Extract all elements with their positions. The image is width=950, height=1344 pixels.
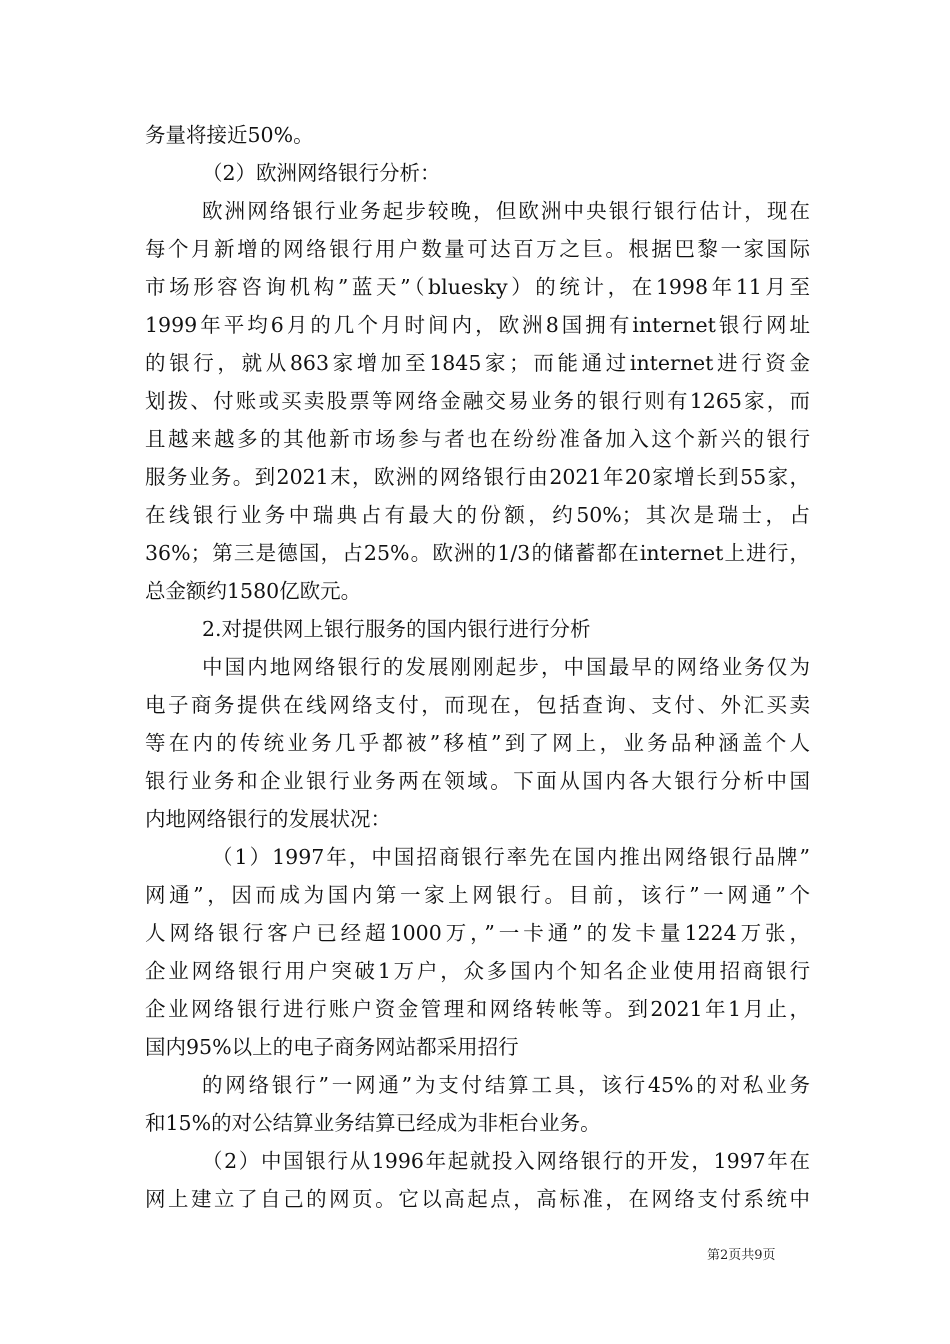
text-line-11: 在线银行业务中瑞典占有最大的份额，约50%；其次是瑞士，占 (145, 503, 810, 527)
text-line-24: 企业网络银行进行账户资金管理和网络转帐等。到2021年1月止， (145, 997, 810, 1021)
text-line-3: 欧洲网络银行业务起步较晚，但欧洲中央银行银行估计，现在 (202, 199, 810, 223)
text-line-29: 网上建立了自己的网页。它以高起点，高标准，在网络支付系统中 (145, 1187, 810, 1211)
section-heading-domestic: 2.对提供网上银行服务的国内银行进行分析 (202, 617, 591, 641)
section-heading-europe: （2）欧洲网络银行分析： (202, 161, 441, 185)
text-line-17: 等在内的传统业务几乎都被”移植”到了网上，业务品种涵盖个人 (145, 731, 810, 755)
text-line-21: 网通”，因而成为国内第一家上网银行。目前，该行”一网通”个 (145, 883, 810, 907)
text-line-20: （1）1997年，中国招商银行率先在国内推出网络银行品牌” (212, 845, 810, 869)
text-line-4: 每个月新增的网络银行用户数量可达百万之巨。根据巴黎一家国际 (145, 237, 810, 261)
text-line-22: 人网络银行客户已经超1000万，”一卡通”的发卡量1224万张， (145, 921, 810, 945)
page-number-footer: 第2页共9页 (707, 1248, 776, 1263)
text-line-27: 和15%的对公结算业务结算已经成为非柜台业务。 (145, 1111, 601, 1135)
text-line-18: 银行业务和企业银行业务两在领域。下面从国内各大银行分析中国 (145, 769, 810, 793)
text-line-10: 服务业务。到2021末，欧洲的网络银行由2021年20家增长到55家， (145, 465, 810, 489)
text-line-9: 且越来越多的其他新市场参与者也在纷纷准备加入这个新兴的银行 (145, 427, 810, 451)
text-line-8: 划拨、付账或买卖股票等网络金融交易业务的银行则有1265家，而 (145, 389, 810, 413)
text-line-13: 总金额约1580亿欧元。 (145, 579, 362, 603)
text-line-5: 市场形容咨询机构”蓝天”（bluesky）的统计，在1998年11月至 (145, 275, 810, 299)
text-line-23: 企业网络银行用户突破1万户，众多国内个知名企业使用招商银行 (145, 959, 810, 983)
text-line-1: 务量将接近50%。 (145, 123, 314, 147)
text-line-25: 国内95%以上的电子商务网站都采用招行 (145, 1035, 519, 1059)
text-line-15: 中国内地网络银行的发展刚刚起步，中国最早的网络业务仅为 (202, 655, 810, 679)
text-line-12: 36%；第三是德国，占25%。欧洲的1/3的储蓄都在internet上进行， (145, 541, 810, 565)
text-line-26: 的网络银行”一网通”为支付结算工具，该行45%的对私业务 (202, 1073, 810, 1097)
text-line-28: （2）中国银行从1996年起就投入网络银行的开发，1997年在 (202, 1149, 810, 1173)
text-line-19: 内地网络银行的发展状况： (145, 807, 391, 831)
text-line-7: 的银行，就从863家增加至1845家；而能通过internet进行资金 (145, 351, 810, 375)
text-line-6: 1999年平均6月的几个月时间内，欧洲8国拥有internet银行网址 (145, 313, 810, 337)
text-line-16: 电子商务提供在线网络支付，而现在，包括查询、支付、外汇买卖 (145, 693, 810, 717)
